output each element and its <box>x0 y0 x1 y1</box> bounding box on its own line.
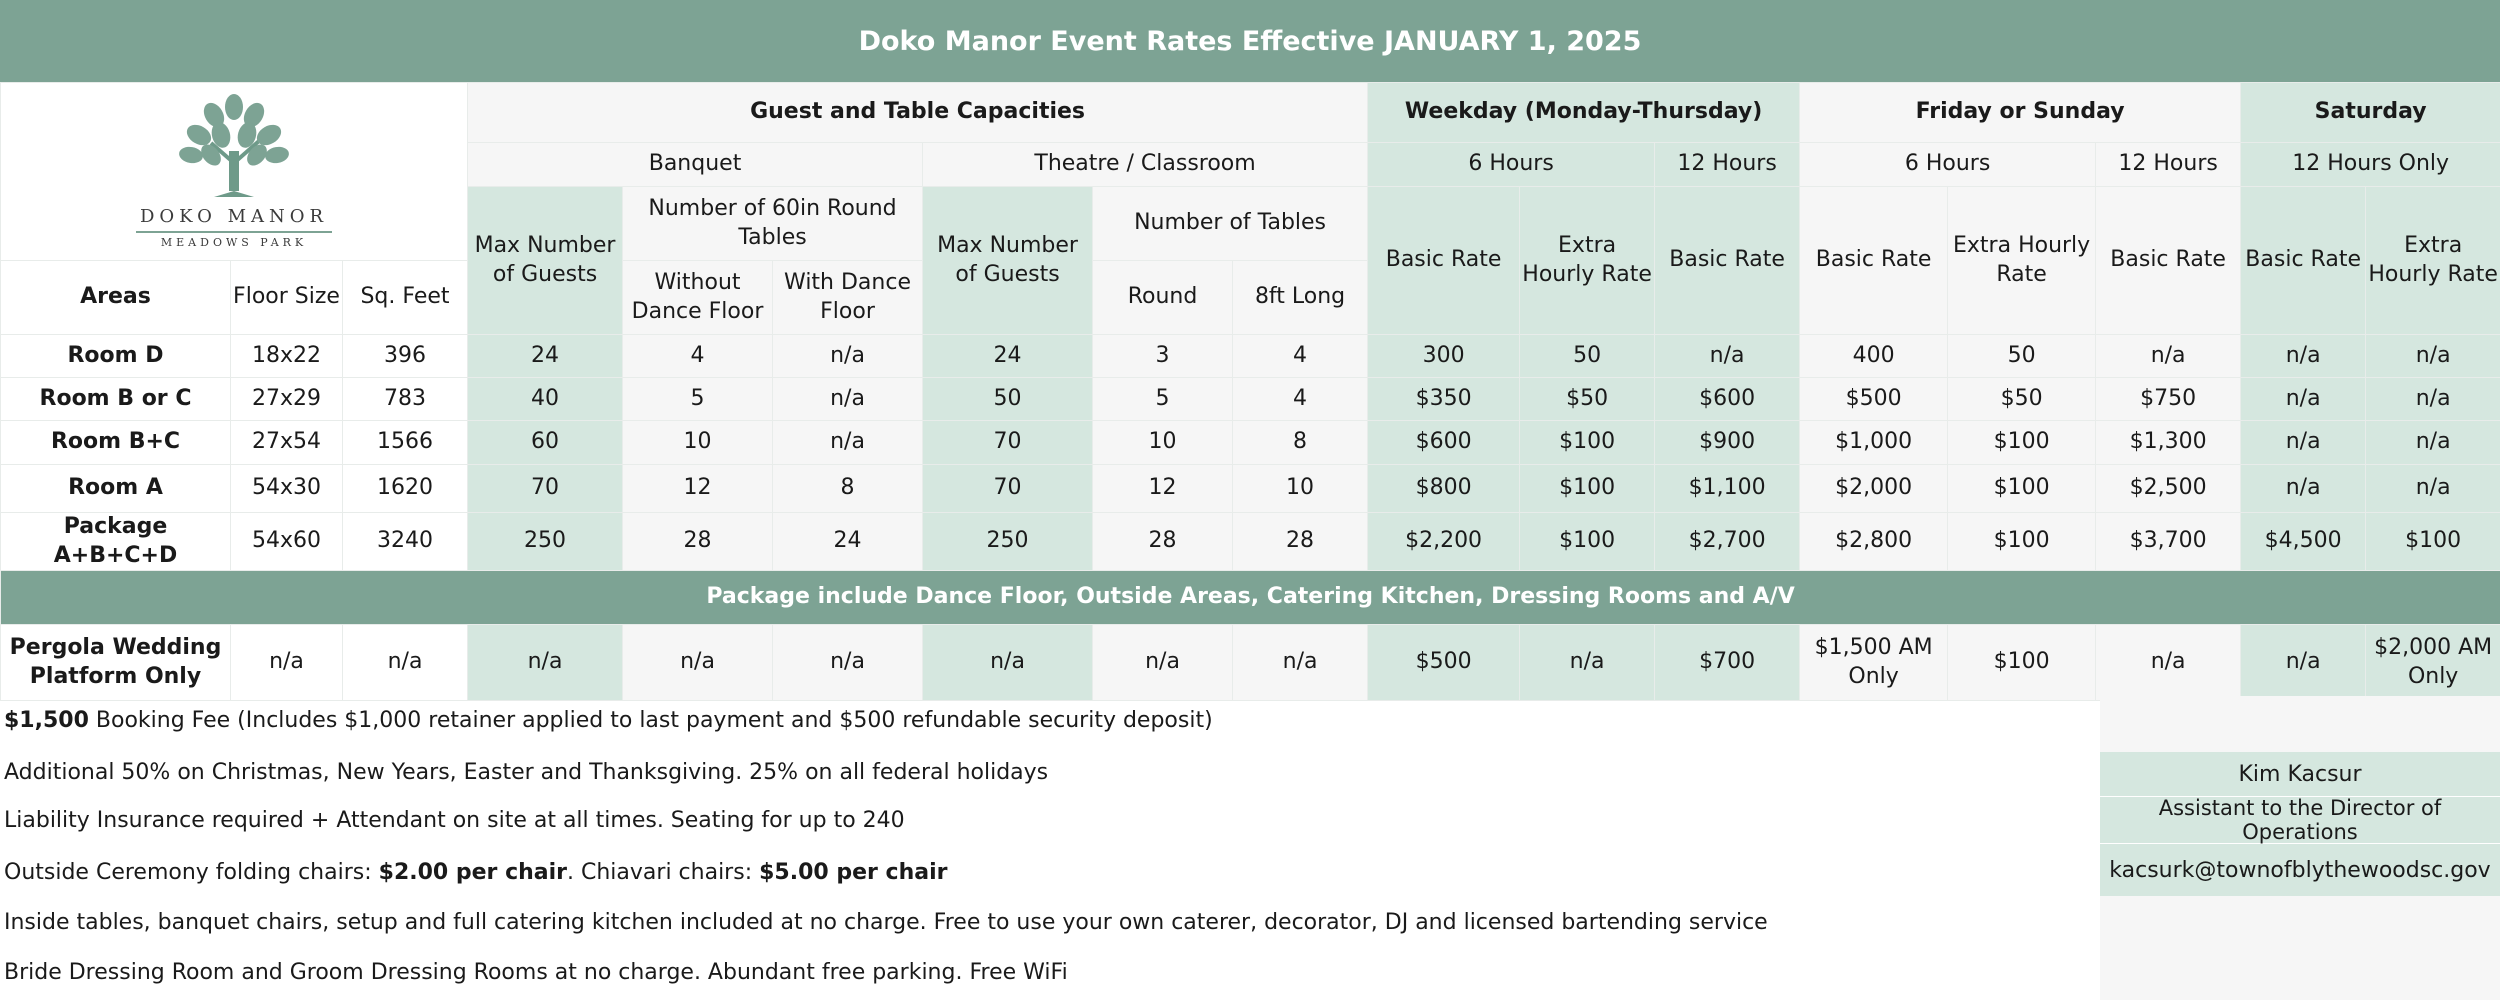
pergola-cell-round: n/a <box>1093 625 1233 701</box>
cell-sat12: n/a <box>2241 421 2366 465</box>
cell-without: 4 <box>623 335 773 378</box>
friday-sunday-header: Friday or Sunday <box>1800 83 2241 143</box>
cell-without: 10 <box>623 421 773 465</box>
pergola-cell-without: n/a <box>623 625 773 701</box>
cell-long: 8 <box>1233 421 1368 465</box>
floor-size-header: Floor Size <box>231 261 343 335</box>
chairs-note: Outside Ceremony folding chairs: $2.00 per chair. Chiavari chairs: $5.00 per chair <box>4 860 948 885</box>
fs-extra-header: Extra Hourly Rate <box>1948 187 2096 335</box>
cell-fs12: $2,500 <box>2096 465 2241 513</box>
cell-sqft: 783 <box>343 378 468 421</box>
pergola-cell-fs6: $1,500 AM Only <box>1800 625 1948 701</box>
capacities-header: Guest and Table Capacities <box>468 83 1368 143</box>
cell-with: 8 <box>773 465 923 513</box>
pergola-cell-sat_extra: $2,000 AM Only <box>2366 625 2500 701</box>
cell-sqft: 1620 <box>343 465 468 513</box>
cell-th_max: 24 <box>923 335 1093 378</box>
table-row <box>1 513 2500 571</box>
cell-with: n/a <box>773 421 923 465</box>
cell-wd6: $800 <box>1368 465 1520 513</box>
fs-basic-header: Basic Rate <box>1800 187 1948 335</box>
pergola-cell-sqft: n/a <box>343 625 468 701</box>
pergola-cell-th_max: n/a <box>923 625 1093 701</box>
cell-fs12: $1,300 <box>2096 421 2241 465</box>
booking-fee-note: $1,500 Booking Fee (Includes $1,000 retainer applied to last payment and $500 refundable security deposit) <box>4 708 1213 733</box>
banquet-header: Banquet <box>468 143 923 187</box>
cell-wd_extra: $100 <box>1520 421 1655 465</box>
cell-wd12: n/a <box>1655 335 1800 378</box>
cell-fs12: $750 <box>2096 378 2241 421</box>
cell-th_max: 250 <box>923 513 1093 571</box>
cell-fs12: $3,700 <box>2096 513 2241 571</box>
cell-ban_max: 250 <box>468 513 623 571</box>
cell-floor: 27x54 <box>231 421 343 465</box>
table-row <box>1 465 2500 513</box>
rates-table <box>0 82 2500 701</box>
round-tables-header: Number of 60in Round Tables <box>623 187 923 261</box>
table-row <box>1 625 2500 701</box>
cell-fs_extra: $100 <box>1948 421 2096 465</box>
cell-fs6: $1,000 <box>1800 421 1948 465</box>
logo <box>1 83 468 261</box>
fs12-basic-header: Basic Rate <box>2096 187 2241 335</box>
cell-wd_extra: $50 <box>1520 378 1655 421</box>
pergola-cell-wd_extra: n/a <box>1520 625 1655 701</box>
cell-without: 12 <box>623 465 773 513</box>
cell-fs_extra: $100 <box>1948 465 2096 513</box>
cell-without: 5 <box>623 378 773 421</box>
logo-name: DOKO MANOR <box>139 205 329 227</box>
contact-email[interactable]: kacsurk@townofblythewoodsc.gov <box>2100 844 2500 896</box>
cell-without: 28 <box>623 513 773 571</box>
page-title: Doko Manor Event Rates Effective JANUARY 1, 2025 <box>0 0 2500 82</box>
cell-with: n/a <box>773 378 923 421</box>
fs-6h-header: 6 Hours <box>1800 143 2096 187</box>
cell-fs6: $500 <box>1800 378 1948 421</box>
cell-fs_extra: $50 <box>1948 378 2096 421</box>
sat-extra-header: Extra Hourly Rate <box>2366 187 2500 335</box>
insurance-note: Liability Insurance required + Attendant on site at all times. Seating for up to 240 <box>4 808 905 833</box>
banquet-max-guests-header: Max Number of Guests <box>468 187 623 335</box>
cell-wd6: $2,200 <box>1368 513 1520 571</box>
package-note: Package include Dance Floor, Outside Areas, Catering Kitchen, Dressing Rooms and A/V <box>1 571 2500 625</box>
cell-floor: 18x22 <box>231 335 343 378</box>
cell-wd_extra: 50 <box>1520 335 1655 378</box>
cell-wd6: $600 <box>1368 421 1520 465</box>
cell-th_max: 70 <box>923 465 1093 513</box>
cell-ban_max: 60 <box>468 421 623 465</box>
table-row <box>1 335 2500 378</box>
cell-wd12: $1,100 <box>1655 465 1800 513</box>
weekday-6h-header: 6 Hours <box>1368 143 1655 187</box>
without-dance-header: Without Dance Floor <box>623 261 773 335</box>
cell-sat12: n/a <box>2241 378 2366 421</box>
cell-wd12: $600 <box>1655 378 1800 421</box>
cell-sat12: $4,500 <box>2241 513 2366 571</box>
cell-wd_extra: $100 <box>1520 465 1655 513</box>
contact-name: Kim Kacsur <box>2100 752 2500 796</box>
cell-floor: 54x30 <box>231 465 343 513</box>
cell-floor: 54x60 <box>231 513 343 571</box>
fs-12h-header: 12 Hours <box>2096 143 2241 187</box>
cell-round: 10 <box>1093 421 1233 465</box>
weekday-header: Weekday (Monday-Thursday) <box>1368 83 1800 143</box>
wd-basic-header: Basic Rate <box>1368 187 1520 335</box>
holidays-note: Additional 50% on Christmas, New Years, Easter and Thanksgiving. 25% on all federal holidays <box>4 760 1049 785</box>
contact-panel <box>2100 696 2500 1000</box>
pergola-cell-fs12: n/a <box>2096 625 2241 701</box>
weekday-12h-header: 12 Hours <box>1655 143 1800 187</box>
cell-fs_extra: $100 <box>1948 513 2096 571</box>
cell-fs12: n/a <box>2096 335 2241 378</box>
cell-sqft: 1566 <box>343 421 468 465</box>
saturday-header: Saturday <box>2241 83 2500 143</box>
cell-fs_extra: 50 <box>1948 335 2096 378</box>
cell-area: Room B or C <box>1 378 231 421</box>
cell-fs6: 400 <box>1800 335 1948 378</box>
table-row <box>1 378 2500 421</box>
pergola-cell-long: n/a <box>1233 625 1368 701</box>
cell-ban_max: 40 <box>468 378 623 421</box>
sat-12h-header: 12 Hours Only <box>2241 143 2500 187</box>
cell-wd_extra: $100 <box>1520 513 1655 571</box>
cell-round: 3 <box>1093 335 1233 378</box>
cell-area: Room D <box>1 335 231 378</box>
cell-round: 28 <box>1093 513 1233 571</box>
sq-feet-header: Sq. Feet <box>343 261 468 335</box>
cell-wd6: $350 <box>1368 378 1520 421</box>
theatre-header: Theatre / Classroom <box>923 143 1368 187</box>
cell-sat_extra: $100 <box>2366 513 2500 571</box>
cell-area: Room A <box>1 465 231 513</box>
round-header: Round <box>1093 261 1233 335</box>
cell-long: 4 <box>1233 335 1368 378</box>
cell-wd12: $900 <box>1655 421 1800 465</box>
cell-wd6: 300 <box>1368 335 1520 378</box>
pergola-cell-wd12: $700 <box>1655 625 1800 701</box>
cell-th_max: 70 <box>923 421 1093 465</box>
cell-sat12: n/a <box>2241 335 2366 378</box>
cell-long: 4 <box>1233 378 1368 421</box>
cell-fs6: $2,000 <box>1800 465 1948 513</box>
eight-ft-header: 8ft Long <box>1233 261 1368 335</box>
cell-fs6: $2,800 <box>1800 513 1948 571</box>
wd12-basic-header: Basic Rate <box>1655 187 1800 335</box>
logo-subtitle: MEADOWS PARK <box>160 236 308 250</box>
cell-ban_max: 24 <box>468 335 623 378</box>
contact-role: Assistant to the Director of Operations <box>2100 797 2500 843</box>
cell-sat_extra: n/a <box>2366 421 2500 465</box>
cell-area: Package A+B+C+D <box>1 513 231 571</box>
with-dance-header: With Dance Floor <box>773 261 923 335</box>
cell-sat_extra: n/a <box>2366 465 2500 513</box>
wd-extra-header: Extra Hourly Rate <box>1520 187 1655 335</box>
cell-long: 28 <box>1233 513 1368 571</box>
cell-with: 24 <box>773 513 923 571</box>
theatre-max-guests-header: Max Number of Guests <box>923 187 1093 335</box>
cell-sqft: 3240 <box>343 513 468 571</box>
cell-round: 12 <box>1093 465 1233 513</box>
pergola-cell-ban_max: n/a <box>468 625 623 701</box>
cell-wd12: $2,700 <box>1655 513 1800 571</box>
table-row <box>1 421 2500 465</box>
cell-floor: 27x29 <box>231 378 343 421</box>
cell-area: Room B+C <box>1 421 231 465</box>
sat-basic-header: Basic Rate <box>2241 187 2366 335</box>
cell-sqft: 396 <box>343 335 468 378</box>
cell-th_max: 50 <box>923 378 1093 421</box>
cell-sat12: n/a <box>2241 465 2366 513</box>
dressing-note: Bride Dressing Room and Groom Dressing Rooms at no charge. Abundant free parking. Free WiFi <box>4 960 1068 985</box>
tree-icon <box>169 93 299 203</box>
areas-header: Areas <box>1 261 231 335</box>
cell-ban_max: 70 <box>468 465 623 513</box>
cell-long: 10 <box>1233 465 1368 513</box>
cell-sat_extra: n/a <box>2366 378 2500 421</box>
pergola-cell-floor: n/a <box>231 625 343 701</box>
pergola-cell-sat12: n/a <box>2241 625 2366 701</box>
inside-note: Inside tables, banquet chairs, setup and full catering kitchen included at no charge. Free to use your own caterer, decorator, DJ and licensed bartending service <box>4 910 1768 935</box>
num-tables-header: Number of Tables <box>1093 187 1368 261</box>
pergola-cell-area: Pergola Wedding Platform Only <box>1 625 231 701</box>
cell-round: 5 <box>1093 378 1233 421</box>
pergola-cell-wd6: $500 <box>1368 625 1520 701</box>
pergola-cell-fs_extra: $100 <box>1948 625 2096 701</box>
cell-sat_extra: n/a <box>2366 335 2500 378</box>
pergola-cell-with: n/a <box>773 625 923 701</box>
cell-with: n/a <box>773 335 923 378</box>
